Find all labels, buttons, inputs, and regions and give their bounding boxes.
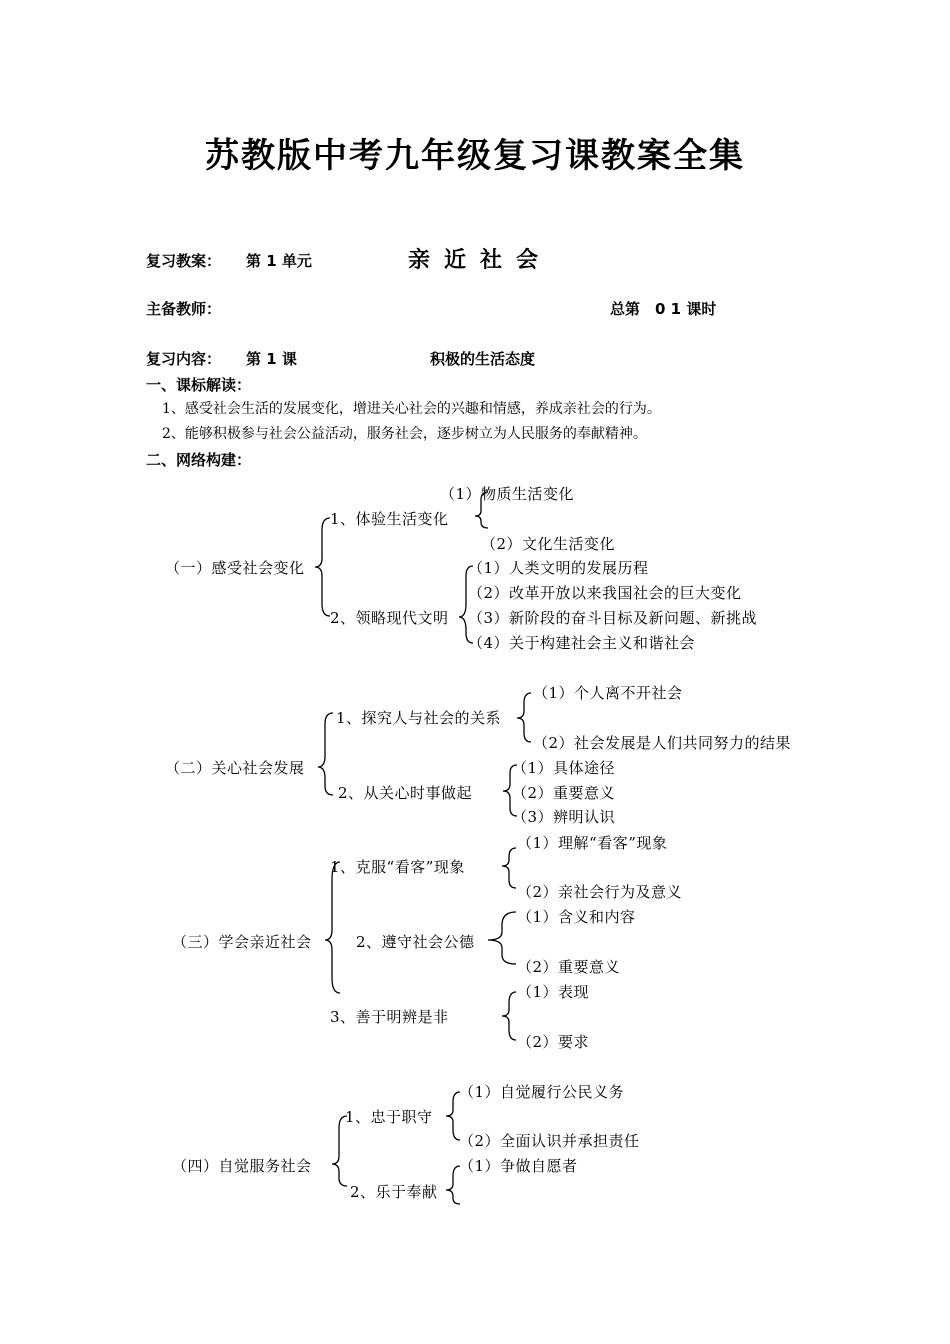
plan-label: 复习教案：	[146, 252, 222, 270]
mindmap-leaf: （2）改革开放以来我国社会的巨大变化	[468, 584, 742, 602]
mindmap-leaf: （1）个人离不开社会	[533, 684, 683, 702]
teacher-label: 主备教师：	[146, 300, 222, 318]
bracket-g4-c1	[446, 1092, 460, 1140]
bracket-group2	[318, 713, 333, 795]
mindmap-group-4: （四）自觉服务社会	[172, 1157, 312, 1175]
lesson-title: 积极的生活态度	[430, 350, 536, 368]
mindmap-leaf: （1）含义和内容	[517, 908, 636, 926]
bracket-group1	[315, 518, 330, 616]
mindmap-leaf: （1）理解“看客”现象	[517, 834, 668, 852]
content-label: 复习内容：	[146, 350, 222, 368]
mindmap-leaf: （3）辨明认识	[512, 808, 616, 826]
mindmap-leaf: （2）社会发展是人们共同努力的结果	[533, 734, 792, 752]
section2-heading: 二、网络构建：	[146, 451, 252, 469]
unit-number: 第 1 单元	[246, 252, 312, 270]
lesson-count: 总第 0 1 课时	[610, 300, 717, 318]
mindmap-branch-2-2: 2、从关心时事做起	[338, 784, 473, 802]
unit-title: 亲近社会	[408, 248, 553, 273]
standard-item-2: 2、能够积极参与社会公益活动，服务社会，逐步树立为人民服务的奉献精神。	[162, 426, 647, 442]
mindmap-leaf: （2）重要意义	[517, 958, 621, 976]
bracket-g4-c2	[446, 1166, 460, 1204]
mindmap-leaf: （1）物质生活变化	[440, 485, 575, 503]
mindmap-branch-2-1: 1、探究人与社会的关系	[336, 709, 502, 727]
mindmap-leaf: （4）关于构建社会主义和谐社会	[468, 634, 696, 652]
mindmap-branch-4-1: 1、忠于职守	[345, 1108, 433, 1126]
bracket-group3	[325, 862, 340, 993]
mindmap-leaf: （1）人类文明的发展历程	[468, 559, 649, 577]
mindmap-branch-3-3: 3、善于明辨是非	[330, 1008, 449, 1026]
mindmap-group-3: （三）学会亲近社会	[172, 933, 312, 951]
mindmap-branch-1-2: 2、领略现代文明	[330, 609, 449, 627]
mindmap-leaf: （1）争做自愿者	[459, 1157, 578, 1175]
section1-heading: 一、课标解读：	[146, 376, 252, 394]
mindmap-leaf: （2）文化生活变化	[481, 535, 616, 553]
mindmap-group-1: （一）感受社会变化	[165, 559, 305, 577]
bracket-g3-c2	[488, 912, 516, 964]
mindmap-leaf: （2）重要意义	[512, 784, 616, 802]
bracket-g3-c3	[502, 992, 516, 1040]
bracket-g3-c1	[502, 848, 516, 888]
mindmap-branch-3-1: 1、克服“看客”现象	[330, 858, 465, 876]
mindmap-leaf: （1）表现	[517, 983, 590, 1001]
mindmap-group-2: （二）关心社会发展	[165, 759, 305, 777]
mindmap-leaf: （1）自觉履行公民义务	[459, 1083, 625, 1101]
bracket-g2-c1	[517, 693, 531, 742]
standard-item-1: 1、感受社会生活的发展变化，增进关心社会的兴趣和情感，养成亲社会的行为。	[162, 401, 661, 417]
mindmap-leaf: （2）要求	[517, 1033, 590, 1051]
lesson-number: 第 1 课	[246, 350, 297, 368]
mindmap-branch-1-1: 1、体验生活变化	[330, 510, 449, 528]
mindmap-branch-3-2: 2、遵守社会公德	[356, 933, 475, 951]
mindmap-leaf: （2）亲社会行为及意义	[517, 883, 683, 901]
document-title: 苏教版中考九年级复习课教案全集	[205, 136, 745, 176]
mindmap-leaf: （2）全面认识并承担责任	[459, 1132, 640, 1150]
mindmap-branch-4-2: 2、乐于奉献	[350, 1183, 438, 1201]
mindmap-leaf: （1）具体途径	[512, 759, 616, 777]
mindmap-leaf: （3）新阶段的奋斗目标及新问题、新挑战	[468, 609, 758, 627]
